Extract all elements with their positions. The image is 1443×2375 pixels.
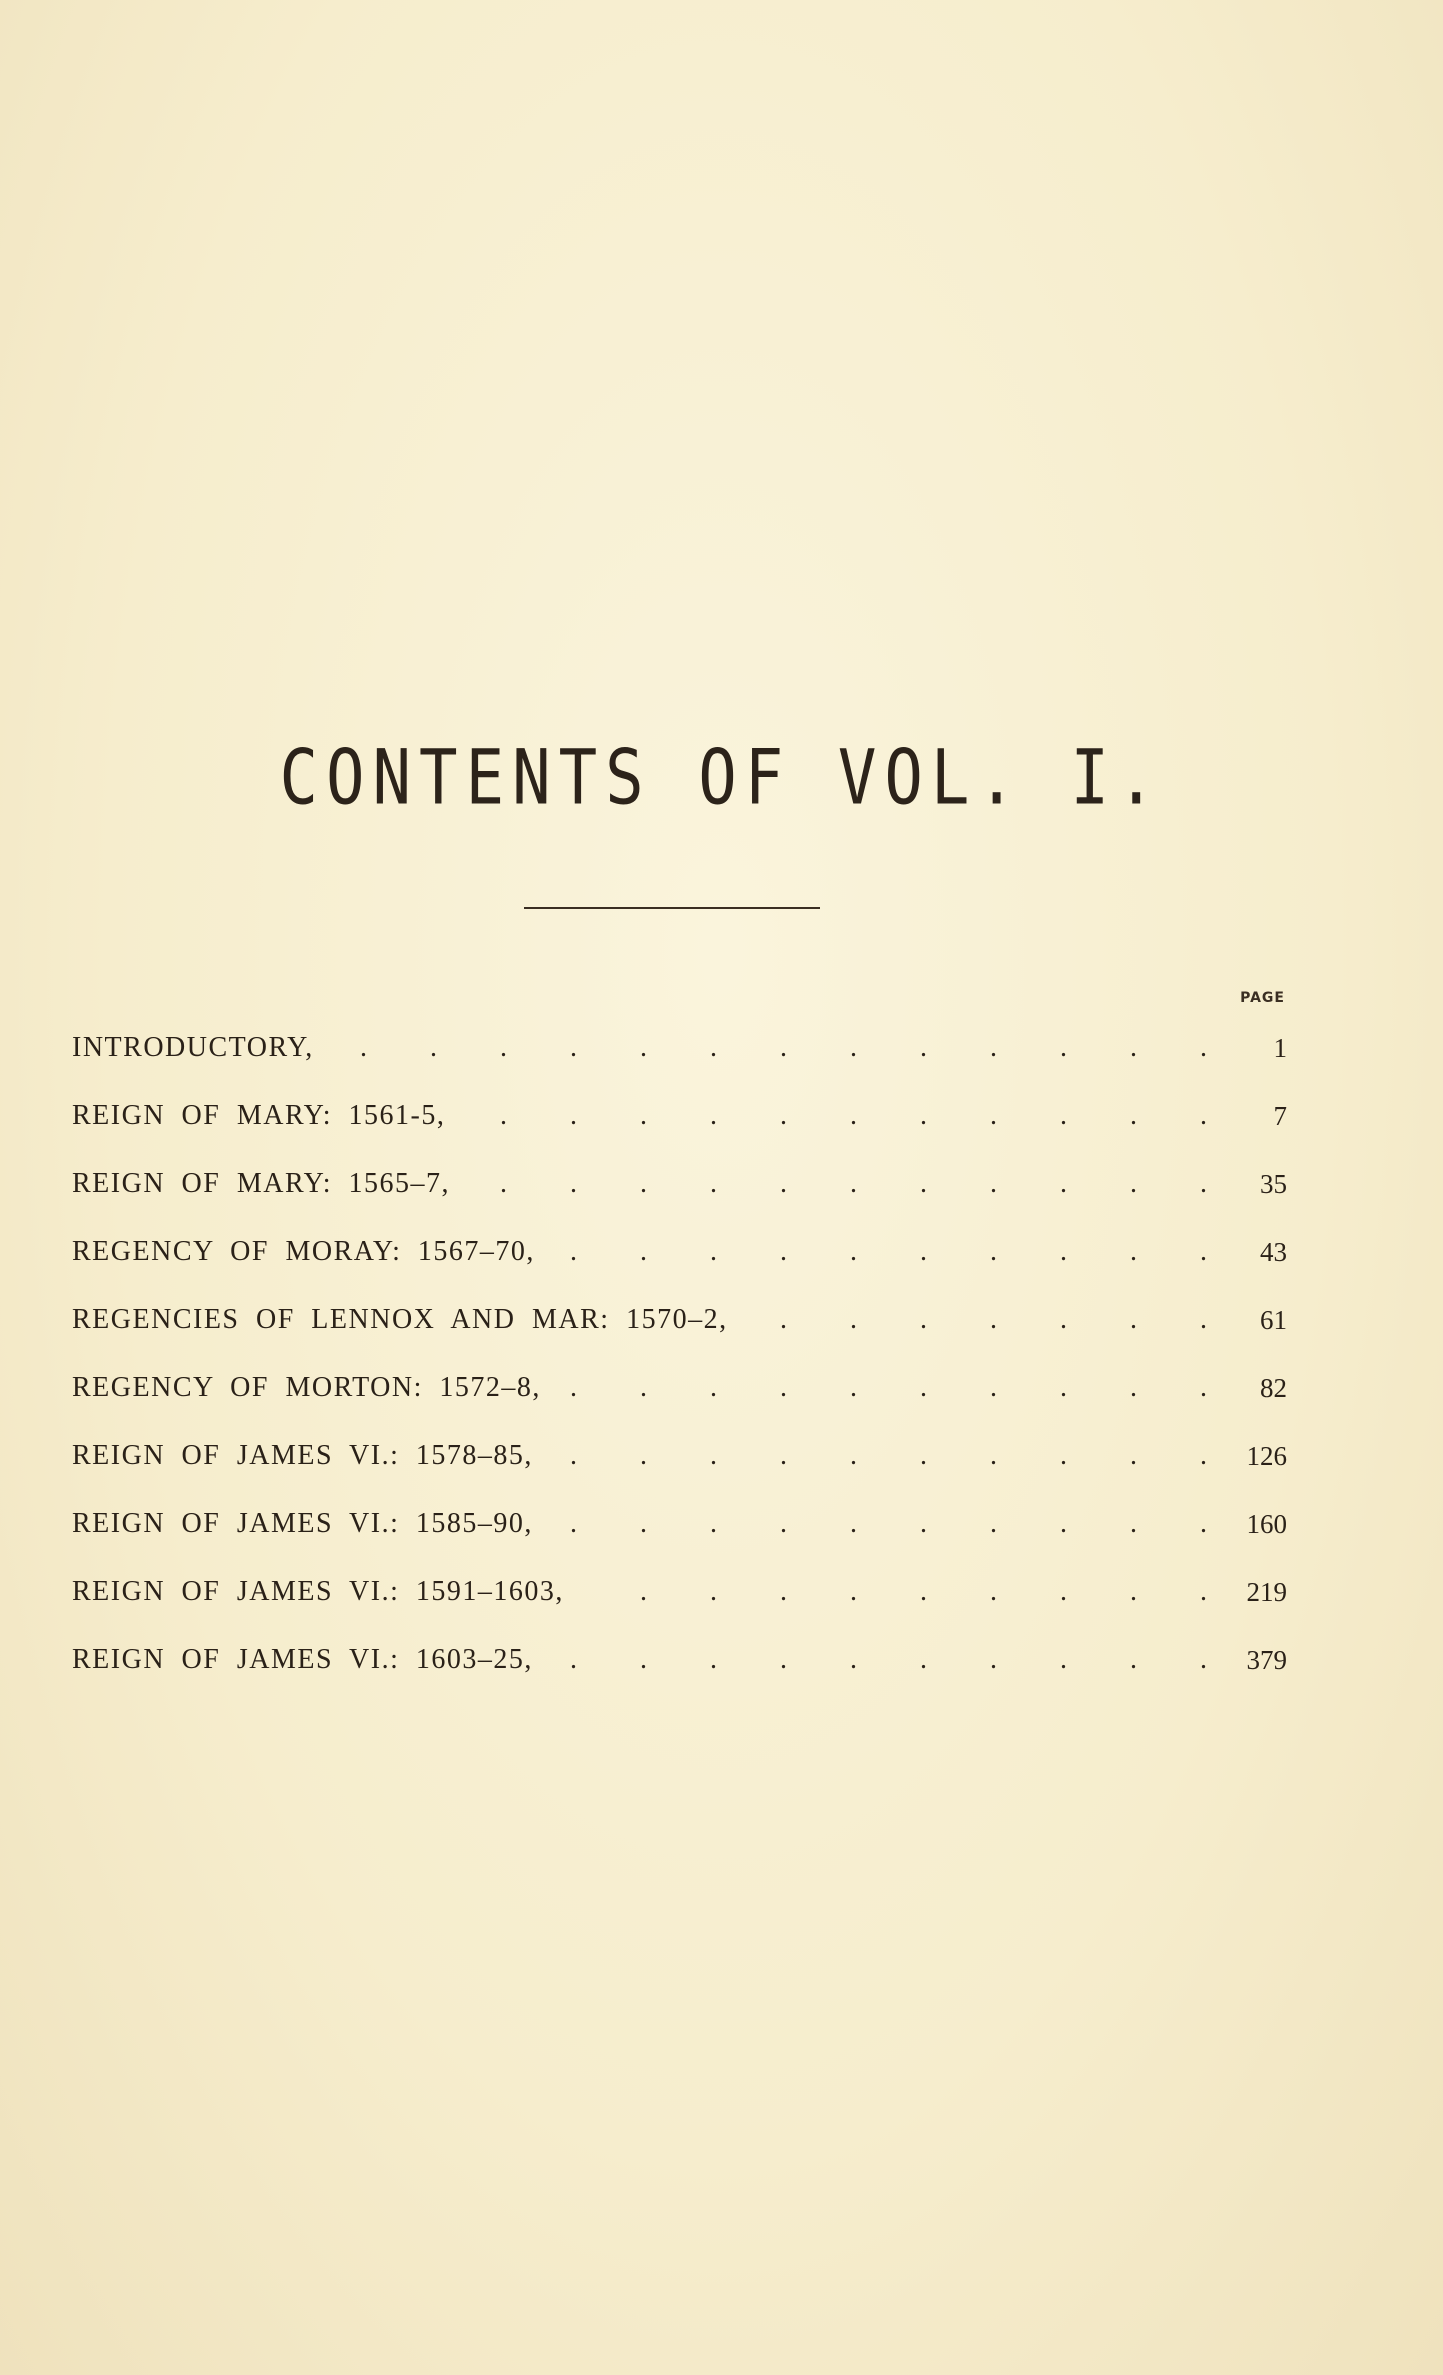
toc-entry — [72, 1150, 1287, 1218]
dot-leader — [547, 1508, 1207, 1540]
dot-leader — [549, 1236, 1207, 1268]
toc-entry-page: 43 — [1260, 1236, 1287, 1267]
toc-entry — [72, 1490, 1287, 1558]
table-of-contents — [72, 1014, 1287, 1694]
toc-entry — [72, 1014, 1287, 1082]
toc-entry-page: 160 — [1246, 1508, 1287, 1539]
toc-entry — [72, 1626, 1287, 1694]
toc-entry-title: REGENCIES OF LENNOX AND MAR: 1570–2, — [72, 1304, 728, 1335]
toc-entry — [72, 1422, 1287, 1490]
toc-entry-title: REGENCY OF MORTON: 1572–8, — [72, 1372, 541, 1403]
page-title: CONTENTS OF VOL. I. — [279, 735, 1164, 823]
toc-entry-title: INTRODUCTORY, — [72, 1032, 314, 1063]
toc-entry-title: REIGN OF JAMES VI.: 1585–90, — [72, 1508, 533, 1539]
toc-entry-title: REGENCY OF MORAY: 1567–70, — [72, 1236, 535, 1267]
toc-entry-title: REIGN OF JAMES VI.: 1603–25, — [72, 1644, 533, 1675]
toc-entry-page: 219 — [1246, 1576, 1287, 1607]
dot-leader — [547, 1440, 1207, 1472]
dot-leader — [555, 1372, 1207, 1404]
toc-entry-title: REIGN OF JAMES VI.: 1591–1603, — [72, 1576, 564, 1607]
dot-leader — [742, 1304, 1207, 1336]
dot-leader — [464, 1168, 1207, 1200]
toc-entry-page: 82 — [1260, 1372, 1287, 1403]
toc-entry — [72, 1558, 1287, 1626]
toc-entry-page: 35 — [1260, 1168, 1287, 1199]
toc-entry — [72, 1354, 1287, 1422]
toc-entry — [72, 1286, 1287, 1354]
dot-leader — [578, 1576, 1207, 1608]
toc-entry-page: 61 — [1260, 1304, 1287, 1335]
toc-entry-title: REIGN OF MARY: 1565–7, — [72, 1168, 451, 1199]
title-rule-divider — [524, 907, 820, 909]
dot-leader — [547, 1644, 1207, 1676]
dot-leader — [459, 1100, 1207, 1132]
toc-entry-title: REIGN OF MARY: 1561-5, — [72, 1100, 446, 1131]
toc-entry-page: 126 — [1246, 1440, 1287, 1471]
toc-entry-title: REIGN OF JAMES VI.: 1578–85, — [72, 1440, 533, 1471]
toc-entry-page: 379 — [1246, 1644, 1287, 1675]
toc-entry — [72, 1218, 1287, 1286]
page-column-label: PAGE — [1240, 990, 1285, 1006]
toc-entry-page: 7 — [1273, 1100, 1287, 1131]
dot-leader — [328, 1032, 1207, 1064]
toc-entry — [72, 1082, 1287, 1150]
toc-entry-page: 1 — [1273, 1032, 1287, 1063]
